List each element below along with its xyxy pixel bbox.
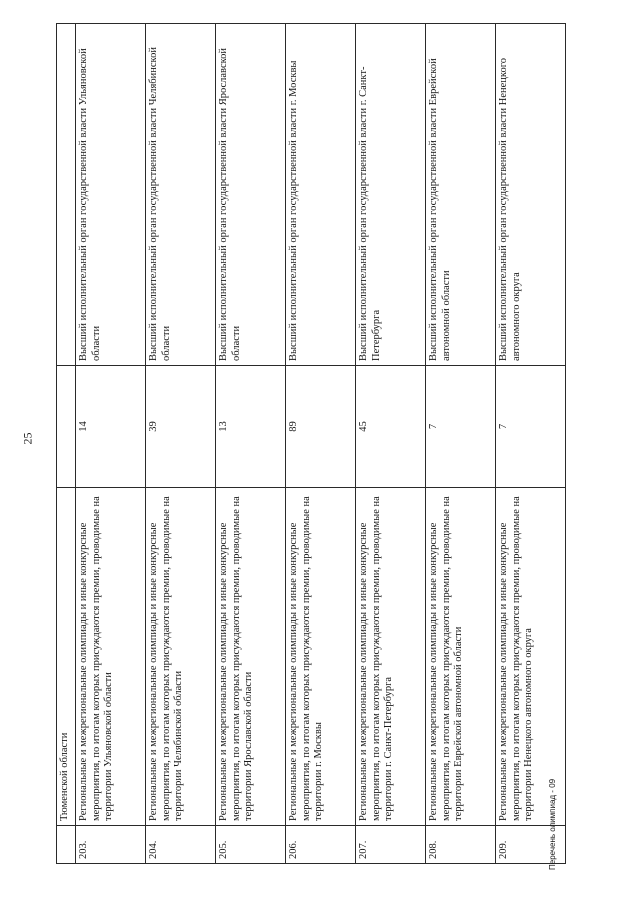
row-number: 203. [76,826,146,864]
row-organizer: Высший исполнительный орган государственной власти Ульяновской области [76,24,146,366]
row-description: Региональные и межрегиональные олимпиады и иные конкурсные мероприятия, по итогам которых присуждаются премии, проводимые на территории Ненецкого автономного округа [496,488,566,826]
cell-empty [57,366,76,488]
row-count: 14 [76,366,146,488]
row-count: 7 [496,366,566,488]
row-number: 206. [286,826,356,864]
row-number: 209. [496,826,566,864]
row-description: Региональные и межрегиональные олимпиады и иные конкурсные мероприятия, по итогам которых присуждаются премии, проводимые на территории Ульяновской области [76,488,146,826]
table-row [426,24,496,864]
row-description: Региональные и межрегиональные олимпиады и иные конкурсные мероприятия, по итогам которых присуждаются премии, проводимые на территории Челябинской области [146,488,216,826]
row-organizer: Высший исполнительный орган государственной власти Еврейской автономной области [426,24,496,366]
footer-note: Перечень олимпиад - 09 [548,778,557,870]
table-row [216,24,286,864]
row-description: Региональные и межрегиональные олимпиады и иные конкурсные мероприятия, по итогам которых присуждаются премии, проводимые на территории г. Санкт-Петербурга [356,488,426,826]
row-organizer: Высший исполнительный орган государственной власти Челябинской области [146,24,216,366]
row-organizer: Высший исполнительный орган государственной власти Ярославской области [216,24,286,366]
row-number: 204. [146,826,216,864]
row-organizer: Высший исполнительный орган государственной власти г. Москвы [286,24,356,366]
cell-empty [57,826,76,864]
row-number: 208. [426,826,496,864]
row-description: Региональные и межрегиональные олимпиады и иные конкурсные мероприятия, по итогам которых присуждаются премии, проводимые на территории Ярославской области [216,488,286,826]
row-number: 207. [356,826,426,864]
row-count: 7 [426,366,496,488]
row-organizer: Высший исполнительный орган государственной власти Ненецкого автономного округа [496,24,566,366]
row-count: 45 [356,366,426,488]
cell-empty [57,24,76,366]
row-count: 39 [146,366,216,488]
table-row-continuation [57,24,76,864]
olympiad-table [56,23,566,864]
table-row [76,24,146,864]
row-organizer: Высший исполнительный орган государственной власти г. Санкт-Петербурга [356,24,426,366]
table-row [286,24,356,864]
page-number: 25 [20,432,35,445]
olympiad-table-wrap [56,24,566,864]
table-row [356,24,426,864]
row-count: 89 [286,366,356,488]
row-count: 13 [216,366,286,488]
row-number: 205. [216,826,286,864]
table-row [496,24,566,864]
row-description: Региональные и межрегиональные олимпиады и иные конкурсные мероприятия, по итогам которых присуждаются премии, проводимые на территории г. Москвы [286,488,356,826]
table-row [146,24,216,864]
row-description: Региональные и межрегиональные олимпиады и иные конкурсные мероприятия, по итогам которых присуждаются премии, проводимые на территории Еврейской автономной области [426,488,496,826]
cell-continuation: Тюменской области [57,488,76,826]
